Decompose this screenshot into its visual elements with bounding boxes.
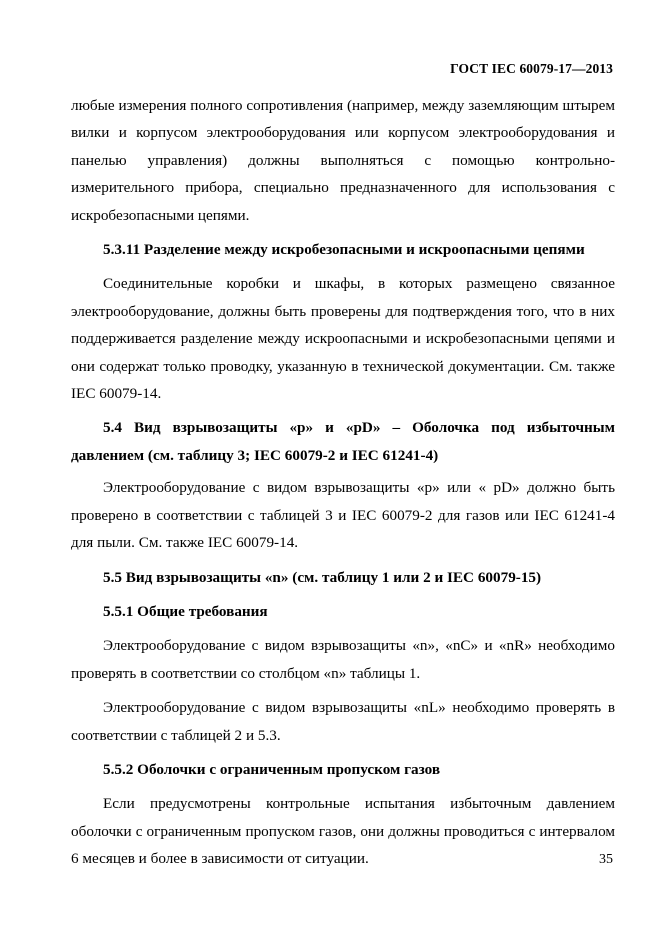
document-header-code: ГОСТ IEC 60079-17—2013 [450,61,613,76]
document-body [71,92,615,873]
paragraph-type-n-equipment: Электрооборудование с видом взрывозащиты «n», «nC» и «nR» необходимо проверять в соответствии со столбцом «n» таблицы 1. [71,637,615,682]
page-number: 35 [599,852,613,867]
paragraph-restricted-breathing: Если предусмотрены контрольные испытания избыточным давлением оболочки с ограниченным пропуском газов, они должны проводиться с интервалом 6 месяцев и более в зависимости от ситуации. [71,795,615,868]
section-heading-5-5: 5.5 Вид взрывозащиты «n» (см. таблицу 1 или 2 и IEC 60079-15) [103,568,542,586]
section-heading-5-4: 5.4 Вид взрывозащиты «р» и «pD» – Оболочка под избыточным давлением (см. таблицу 3; IEC 60079-2 и IEC 61241-4) [71,419,615,464]
section-heading-5-5-1: 5.5.1 Общие требования [103,602,268,620]
section-heading-5-5-2: 5.5.2 Оболочки с ограниченным пропуском газов [103,760,441,778]
paragraph-impedance-measurement: любые измерения полного сопротивления (например, между заземляющим штырем вилки и корпусом электрооборудования или корпусом электрооборудования и панелью управления) должны выполняться с помощью контрольно-измерительного прибора, специально предназначенного для использования с искробезопасными цепями. [71,97,615,224]
paragraph-junction-boxes: Соединительные коробки и шкафы, в которых размещено связанное электрооборудование, должны быть проверены для подтверждения того, что в них поддерживается разделение между искроопасными и искробезопасными цепями и они содержат только проводку, указанную в технической документации. См. также IEC 60079-14. [71,275,615,403]
section-heading-5-3-11: 5.3.11 Разделение между искробезопасными и искроопасными цепями [103,241,585,259]
paragraph-pressurized-equipment: Электрооборудование с видом взрывозащиты «р» или « pD» должно быть проверено в соответствии с таблицей 3 и IEC 60079-2 для газов или IEC 61241-4 для пыли. См. также IEC 60079-14. [71,479,615,552]
paragraph-type-nl-equipment: Электрооборудование с видом взрывозащиты «nL» необходимо проверять в соответствии с таблицей 2 и 5.3. [71,699,615,744]
